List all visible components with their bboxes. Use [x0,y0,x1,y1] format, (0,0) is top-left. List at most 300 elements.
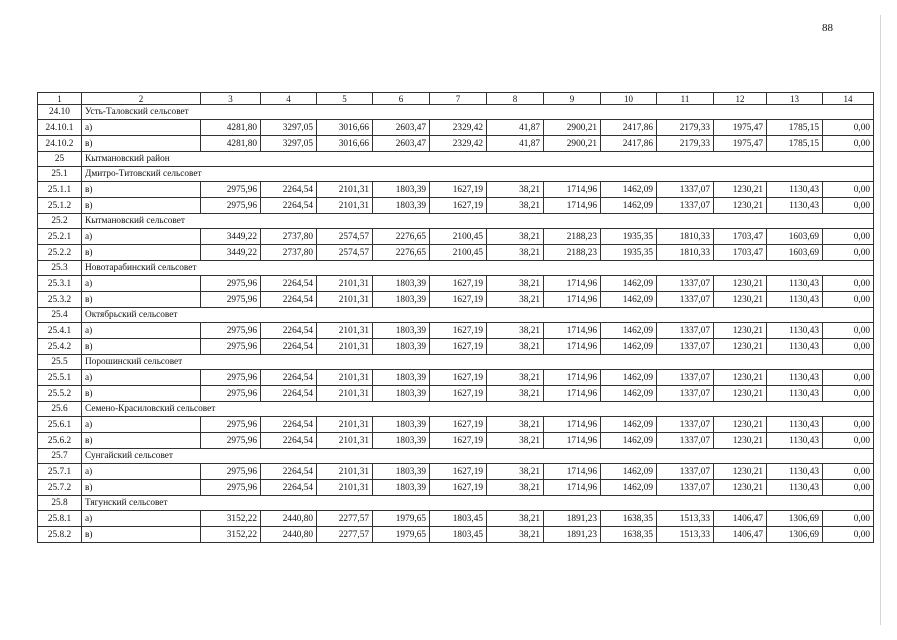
value-cell: 1230,21 [714,198,767,214]
value-cell: 38,21 [487,417,544,433]
value-cell: 0,00 [823,386,874,402]
value-cell: 1810,33 [657,245,714,261]
value-cell: 3449,22 [201,229,261,245]
value-cell: 1627,19 [430,370,487,386]
value-cell: 1130,43 [767,276,823,292]
value-cell: 0,00 [823,339,874,355]
value-cell: 2101,31 [317,370,373,386]
value-cell: 2975,96 [201,480,261,496]
value-cell: 1627,19 [430,480,487,496]
value-cell: 1703,47 [714,245,767,261]
value-cell: 1230,21 [714,182,767,198]
value-cell: 2101,31 [317,323,373,339]
value-cell: 38,21 [487,229,544,245]
value-cell: 2101,31 [317,464,373,480]
value-cell: 1337,07 [657,433,714,449]
section-row [38,152,874,167]
value-cell: 2101,31 [317,386,373,402]
value-cell: 38,21 [487,245,544,261]
value-cell: 1935,35 [601,245,657,261]
value-cell: 1230,21 [714,339,767,355]
value-cell: 0,00 [823,229,874,245]
value-cell: 1975,47 [714,136,767,152]
table-row [38,292,874,308]
value-cell: 1230,21 [714,323,767,339]
value-cell: 0,00 [823,433,874,449]
value-cell: 2277,57 [317,527,373,543]
value-cell: 38,21 [487,480,544,496]
value-cell: 2264,54 [261,386,317,402]
value-cell: 2264,54 [261,276,317,292]
value-cell: 1337,07 [657,323,714,339]
table-row [38,370,874,386]
value-cell: 1306,69 [767,527,823,543]
row-label: а) [82,511,201,527]
row-label: в) [82,198,201,214]
value-cell: 1462,09 [601,198,657,214]
value-cell: 2737,80 [261,245,317,261]
value-cell: 3152,22 [201,527,261,543]
row-label: а) [82,323,201,339]
value-cell: 1714,96 [544,339,601,355]
value-cell: 38,21 [487,339,544,355]
value-cell: 1803,39 [373,370,430,386]
value-cell: 38,21 [487,433,544,449]
value-cell: 2975,96 [201,198,261,214]
value-cell: 1130,43 [767,417,823,433]
value-cell: 38,21 [487,527,544,543]
value-cell: 2264,54 [261,339,317,355]
value-cell: 1130,43 [767,386,823,402]
section-row [38,214,874,229]
value-cell: 2440,80 [261,511,317,527]
table-row [38,198,874,214]
value-cell: 1803,39 [373,464,430,480]
section-title: Кытмановский район [82,152,874,167]
value-cell: 1462,09 [601,433,657,449]
value-cell: 1406,47 [714,511,767,527]
value-cell: 2417,86 [601,136,657,152]
value-cell: 2737,80 [261,229,317,245]
value-cell: 1714,96 [544,386,601,402]
value-cell: 1714,96 [544,276,601,292]
value-cell: 1979,65 [373,511,430,527]
row-code: 25.3.2 [38,292,82,308]
value-cell: 1803,39 [373,339,430,355]
section-title: Октябрьский сельсовет [82,308,874,323]
value-cell: 41,87 [487,136,544,152]
value-cell: 1337,07 [657,198,714,214]
value-cell: 2188,23 [544,245,601,261]
value-cell: 3449,22 [201,245,261,261]
value-cell: 2264,54 [261,182,317,198]
value-cell: 2574,57 [317,245,373,261]
column-number: 12 [714,93,767,105]
row-code: 25.5.1 [38,370,82,386]
value-cell: 1337,07 [657,480,714,496]
table-row [38,417,874,433]
value-cell: 2101,31 [317,198,373,214]
value-cell: 1230,21 [714,464,767,480]
row-code: 24.10 [38,105,82,120]
table-row [38,182,874,198]
value-cell: 1130,43 [767,480,823,496]
value-cell: 38,21 [487,198,544,214]
column-number: 6 [373,93,430,105]
value-cell: 1935,35 [601,229,657,245]
row-code: 25.1 [38,167,82,182]
value-cell: 0,00 [823,276,874,292]
value-cell: 2975,96 [201,370,261,386]
value-cell: 3016,66 [317,136,373,152]
column-number: 11 [657,93,714,105]
value-cell: 2900,21 [544,136,601,152]
value-cell: 1803,39 [373,433,430,449]
value-cell: 2101,31 [317,480,373,496]
section-title: Сунгайский сельсовет [82,449,874,464]
value-cell: 1337,07 [657,370,714,386]
value-cell: 1230,21 [714,276,767,292]
value-cell: 2264,54 [261,323,317,339]
value-cell: 2276,65 [373,245,430,261]
section-row [38,496,874,511]
value-cell: 1230,21 [714,370,767,386]
section-title: Тягунский сельсовет [82,496,874,511]
value-cell: 1337,07 [657,182,714,198]
value-cell: 1627,19 [430,433,487,449]
value-cell: 1803,39 [373,323,430,339]
column-number-row [38,93,874,105]
value-cell: 2975,96 [201,276,261,292]
value-cell: 2603,47 [373,136,430,152]
value-cell: 0,00 [823,182,874,198]
row-code: 25.3 [38,261,82,276]
value-cell: 2900,21 [544,120,601,136]
value-cell: 38,21 [487,464,544,480]
page-edge-line [880,15,881,625]
row-code: 25.8.2 [38,527,82,543]
value-cell: 38,21 [487,370,544,386]
column-number: 1 [38,93,82,105]
value-cell: 1337,07 [657,464,714,480]
value-cell: 1714,96 [544,417,601,433]
value-cell: 1462,09 [601,323,657,339]
value-cell: 1627,19 [430,276,487,292]
value-cell: 1714,96 [544,464,601,480]
value-cell: 1714,96 [544,323,601,339]
value-cell: 1979,65 [373,527,430,543]
row-code: 25.4 [38,308,82,323]
table-row [38,276,874,292]
column-number: 14 [823,93,874,105]
value-cell: 2276,65 [373,229,430,245]
value-cell: 1803,39 [373,480,430,496]
value-cell: 1130,43 [767,182,823,198]
value-cell: 1891,23 [544,527,601,543]
value-cell: 1230,21 [714,292,767,308]
row-label: а) [82,229,201,245]
page-number: 88 [822,22,833,34]
value-cell: 1627,19 [430,323,487,339]
value-cell: 1627,19 [430,339,487,355]
table-body [38,105,874,543]
value-cell: 1462,09 [601,339,657,355]
value-cell: 1462,09 [601,464,657,480]
value-cell: 1337,07 [657,386,714,402]
row-code: 25.5.2 [38,386,82,402]
value-cell: 1627,19 [430,386,487,402]
column-number: 4 [261,93,317,105]
row-code: 24.10.1 [38,120,82,136]
table-row [38,464,874,480]
section-row [38,261,874,276]
column-number: 3 [201,93,261,105]
row-code: 25.8.1 [38,511,82,527]
value-cell: 3016,66 [317,120,373,136]
value-cell: 1462,09 [601,292,657,308]
value-cell: 0,00 [823,511,874,527]
value-cell: 1306,69 [767,511,823,527]
value-cell: 1785,15 [767,120,823,136]
column-number: 9 [544,93,601,105]
column-number: 8 [487,93,544,105]
value-cell: 2329,42 [430,136,487,152]
value-cell: 38,21 [487,292,544,308]
value-cell: 3297,05 [261,136,317,152]
value-cell: 1513,33 [657,511,714,527]
value-cell: 1462,09 [601,370,657,386]
value-cell: 1803,39 [373,276,430,292]
value-cell: 2417,86 [601,120,657,136]
table-row [38,511,874,527]
row-code: 25.2.1 [38,229,82,245]
value-cell: 1627,19 [430,182,487,198]
row-code: 25.1.1 [38,182,82,198]
value-cell: 1975,47 [714,120,767,136]
value-cell: 2264,54 [261,198,317,214]
table-row [38,120,874,136]
value-cell: 0,00 [823,417,874,433]
value-cell: 1603,69 [767,245,823,261]
value-cell: 2975,96 [201,339,261,355]
value-cell: 1462,09 [601,417,657,433]
section-title: Порошинский сельсовет [82,355,874,370]
value-cell: 1638,35 [601,527,657,543]
row-label: в) [82,527,201,543]
value-cell: 2277,57 [317,511,373,527]
column-number: 2 [82,93,201,105]
value-cell: 1337,07 [657,417,714,433]
row-label: а) [82,464,201,480]
value-cell: 0,00 [823,323,874,339]
value-cell: 0,00 [823,245,874,261]
value-cell: 2264,54 [261,370,317,386]
value-cell: 2975,96 [201,292,261,308]
tariff-table [37,92,874,543]
column-number: 7 [430,93,487,105]
value-cell: 0,00 [823,480,874,496]
value-cell: 2329,42 [430,120,487,136]
value-cell: 1130,43 [767,323,823,339]
value-cell: 0,00 [823,120,874,136]
value-cell: 0,00 [823,527,874,543]
value-cell: 1803,39 [373,182,430,198]
value-cell: 3297,05 [261,120,317,136]
value-cell: 1714,96 [544,182,601,198]
row-label: а) [82,370,201,386]
value-cell: 1130,43 [767,339,823,355]
value-cell: 1627,19 [430,417,487,433]
row-label: в) [82,182,201,198]
row-code: 25.6.2 [38,433,82,449]
value-cell: 1230,21 [714,480,767,496]
section-row [38,355,874,370]
section-title: Новотарабинский сельсовет [82,261,874,276]
value-cell: 1130,43 [767,433,823,449]
value-cell: 1891,23 [544,511,601,527]
table-row [38,136,874,152]
row-label: в) [82,136,201,152]
value-cell: 2179,33 [657,120,714,136]
row-label: в) [82,292,201,308]
value-cell: 38,21 [487,511,544,527]
row-code: 25.6.1 [38,417,82,433]
table-row [38,245,874,261]
value-cell: 2100,45 [430,229,487,245]
value-cell: 0,00 [823,292,874,308]
row-label: в) [82,480,201,496]
value-cell: 1337,07 [657,339,714,355]
value-cell: 1714,96 [544,433,601,449]
value-cell: 1714,96 [544,198,601,214]
value-cell: 1230,21 [714,433,767,449]
value-cell: 0,00 [823,370,874,386]
value-cell: 0,00 [823,198,874,214]
value-cell: 1627,19 [430,198,487,214]
row-code: 25.7.2 [38,480,82,496]
value-cell: 2264,54 [261,292,317,308]
value-cell: 1462,09 [601,386,657,402]
value-cell: 4281,80 [201,120,261,136]
row-code: 25.5 [38,355,82,370]
value-cell: 1130,43 [767,464,823,480]
value-cell: 41,87 [487,120,544,136]
value-cell: 1230,21 [714,386,767,402]
value-cell: 1462,09 [601,480,657,496]
value-cell: 2975,96 [201,417,261,433]
row-code: 25.4.2 [38,339,82,355]
value-cell: 1627,19 [430,464,487,480]
row-label: а) [82,276,201,292]
value-cell: 2101,31 [317,433,373,449]
value-cell: 2264,54 [261,417,317,433]
value-cell: 1714,96 [544,370,601,386]
row-label: в) [82,433,201,449]
table-row [38,339,874,355]
table-row [38,229,874,245]
section-row [38,167,874,182]
value-cell: 2264,54 [261,480,317,496]
value-cell: 1627,19 [430,292,487,308]
row-label: в) [82,339,201,355]
value-cell: 2264,54 [261,433,317,449]
value-cell: 2975,96 [201,433,261,449]
value-cell: 1337,07 [657,276,714,292]
value-cell: 1803,45 [430,511,487,527]
row-label: в) [82,386,201,402]
table-row [38,433,874,449]
value-cell: 1803,39 [373,198,430,214]
value-cell: 1803,39 [373,417,430,433]
section-row [38,105,874,120]
value-cell: 1803,45 [430,527,487,543]
value-cell: 38,21 [487,182,544,198]
value-cell: 1130,43 [767,370,823,386]
value-cell: 1130,43 [767,292,823,308]
value-cell: 2975,96 [201,464,261,480]
section-row [38,308,874,323]
section-title: Дмитро-Титовский сельсовет [82,167,874,182]
value-cell: 2603,47 [373,120,430,136]
value-cell: 1130,43 [767,198,823,214]
column-number: 5 [317,93,373,105]
table-row [38,480,874,496]
row-code: 25.8 [38,496,82,511]
value-cell: 1603,69 [767,229,823,245]
value-cell: 2101,31 [317,182,373,198]
row-code: 25.2 [38,214,82,229]
row-code: 25.2.2 [38,245,82,261]
value-cell: 1513,33 [657,527,714,543]
value-cell: 2101,31 [317,417,373,433]
value-cell: 1803,39 [373,292,430,308]
value-cell: 2975,96 [201,386,261,402]
value-cell: 2100,45 [430,245,487,261]
table-row [38,386,874,402]
value-cell: 2101,31 [317,276,373,292]
value-cell: 3152,22 [201,511,261,527]
value-cell: 4281,80 [201,136,261,152]
row-code: 25.6 [38,402,82,417]
value-cell: 38,21 [487,323,544,339]
row-code: 25.7.1 [38,464,82,480]
value-cell: 1803,39 [373,386,430,402]
section-title: Усть-Таловский сельсовет [82,105,874,120]
value-cell: 2101,31 [317,292,373,308]
section-title: Кытмановский сельсовет [82,214,874,229]
row-code: 25.4.1 [38,323,82,339]
value-cell: 1406,47 [714,527,767,543]
value-cell: 2975,96 [201,323,261,339]
value-cell: 38,21 [487,276,544,292]
value-cell: 1703,47 [714,229,767,245]
value-cell: 2440,80 [261,527,317,543]
value-cell: 1714,96 [544,292,601,308]
table-row [38,527,874,543]
value-cell: 2179,33 [657,136,714,152]
section-row [38,402,874,417]
value-cell: 1462,09 [601,182,657,198]
value-cell: 2574,57 [317,229,373,245]
value-cell: 1337,07 [657,292,714,308]
section-row [38,449,874,464]
row-code: 25.1.2 [38,198,82,214]
row-code: 25.7 [38,449,82,464]
row-label: в) [82,245,201,261]
value-cell: 2975,96 [201,182,261,198]
table-row [38,323,874,339]
value-cell: 1462,09 [601,276,657,292]
